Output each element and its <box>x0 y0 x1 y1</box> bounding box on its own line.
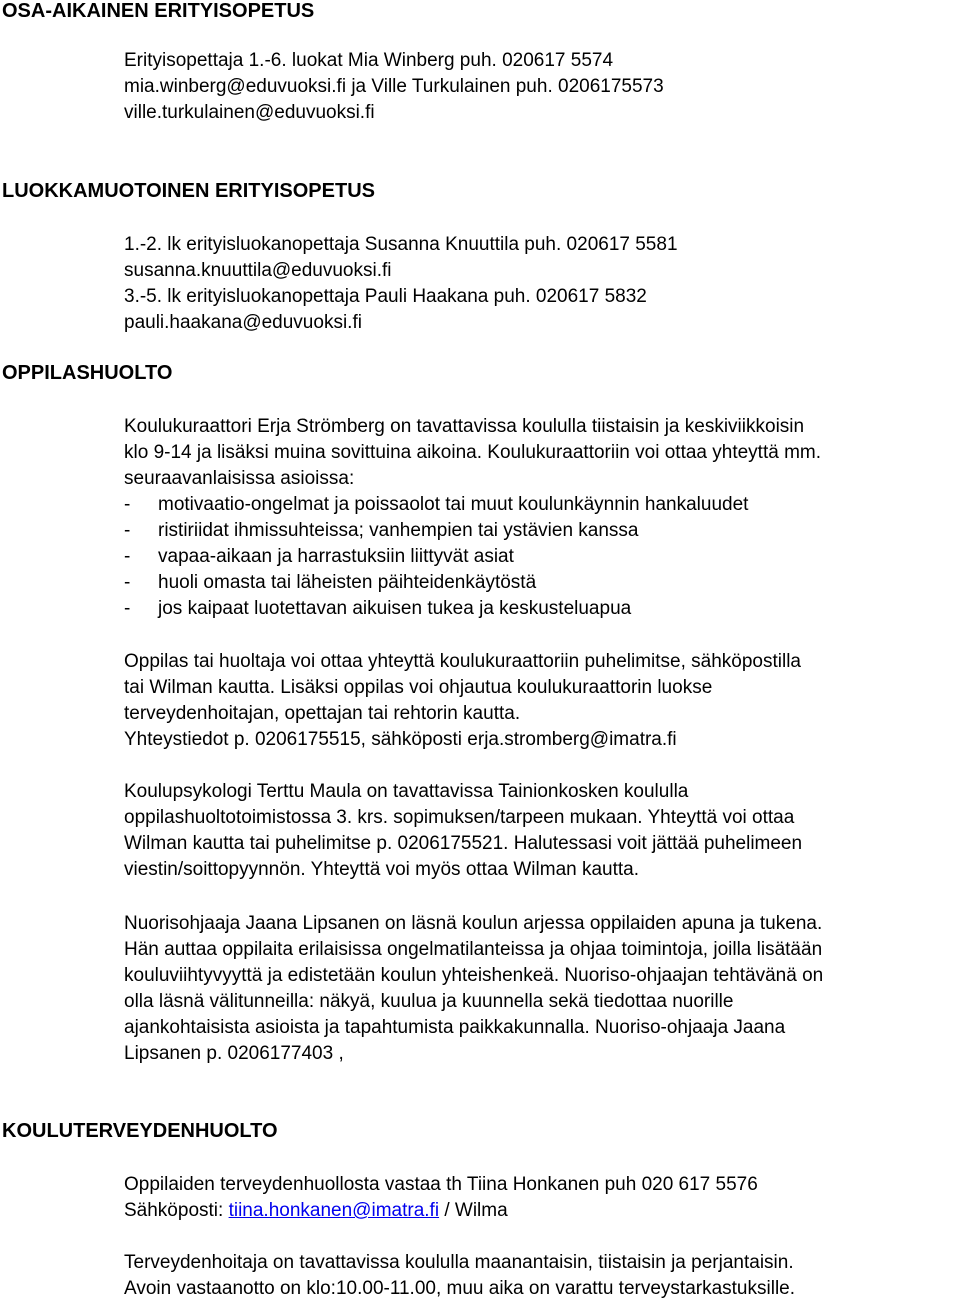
paragraph-line: Hän auttaa oppilaita erilaisissa ongelmatilanteissa ja ohjaa toimintoja, joilla lisätään <box>124 939 823 960</box>
list-item <box>124 596 960 622</box>
paragraph-line: tai Wilman kautta. Lisäksi oppilas voi ohjautua koulukuraattorin luokse <box>124 677 713 698</box>
dash-bullet: - <box>124 598 131 619</box>
email-label: Sähköposti: <box>124 1200 229 1221</box>
paragraph-line: seuraavanlaisissa asioissa: <box>124 468 355 489</box>
paragraph-line: Koulupsykologi Terttu Maula on tavattavissa Tainionkosken koululla <box>124 781 689 802</box>
vastaanotto-paragraph <box>124 1250 960 1302</box>
contact-line: 1.-2. lk erityisluokanopettaja Susanna Knuuttila puh. 020617 5581 <box>124 234 678 255</box>
paragraph-line: Yhteystiedot p. 0206175515, sähköposti erja.stromberg@imatra.fi <box>124 729 677 750</box>
list-item <box>124 518 960 544</box>
kuraattori-paragraph <box>124 414 960 622</box>
paragraph-line: ajankohtaisista asioista ja tapahtumista paikkakunnalla. Nuoriso-ohjaaja Jaana <box>124 1017 786 1038</box>
paragraph-line: Oppilas tai huoltaja voi ottaa yhteyttä koulukuraattoriin puhelimitse, sähköpostilla <box>124 651 801 672</box>
email-line <box>124 1198 960 1224</box>
list-item-text: jos kaipaat luotettavan aikuisen tukea ja keskusteluapua <box>158 598 632 619</box>
heading-luokkamuotoinen: LUOKKAMUOTOINEN ERITYISOPETUS <box>2 180 375 202</box>
paragraph-line: olla läsnä välitunneilla: näkyä, kuulua ja kuunnella sekä tiedottaa nuorille <box>124 991 734 1012</box>
paragraph-line: terveydenhoitajan, opettajan tai rehtorin kautta. <box>124 703 521 724</box>
heading-kouluterveydenhuolto: KOULUTERVEYDENHUOLTO <box>2 1120 278 1142</box>
list-item <box>124 570 960 596</box>
list-item <box>124 544 960 570</box>
paragraph-line: klo 9-14 ja lisäksi muina sovittuina aikoina. Koulukuraattoriin voi ottaa yhteyttä mm. <box>124 442 822 463</box>
contact-line: 3.-5. lk erityisluokanopettaja Pauli Haakana puh. 020617 5832 <box>124 286 647 307</box>
luokkamuotoinen-contacts <box>124 232 960 336</box>
list-item-text: huoli omasta tai läheisten päihteidenkäytöstä <box>158 572 537 593</box>
paragraph-line: Nuorisohjaaja Jaana Lipsanen on läsnä koulun arjessa oppilaiden apuna ja tukena. <box>124 913 823 934</box>
osa-aikainen-contacts <box>124 48 960 126</box>
contact-line: pauli.haakana@eduvuoksi.fi <box>124 312 362 333</box>
heading-oppilashuolto: OPPILASHUOLTO <box>2 362 173 384</box>
paragraph-line: Wilman kautta tai puhelimitse p. 0206175521. Halutessasi voit jättää puhelimeen <box>124 833 803 854</box>
nuoriso-paragraph <box>124 911 960 1067</box>
paragraph-line: kouluviihtyvyyttä ja edistetään koulun yhteishenkeä. Nuoriso-ohjaajan tehtävänä on <box>124 965 824 986</box>
paragraph-line: Oppilaiden terveydenhuollosta vastaa th Tiina Honkanen puh 020 617 5576 <box>124 1174 758 1195</box>
email-suffix: / Wilma <box>439 1200 508 1221</box>
dash-bullet: - <box>124 494 131 515</box>
dash-bullet: - <box>124 520 131 541</box>
list-item-text: vapaa-aikaan ja harrastuksiin liittyvät asiat <box>158 546 514 567</box>
paragraph-line: Terveydenhoitaja on tavattavissa koululla maanantaisin, tiistaisin ja perjantaisin. <box>124 1252 794 1273</box>
paragraph-line: Koulukuraattori Erja Strömberg on tavattavissa koululla tiistaisin ja keskiviikkoisin <box>124 416 805 437</box>
psykologi-paragraph <box>124 779 960 883</box>
list-item <box>124 492 960 518</box>
email-link[interactable]: tiina.honkanen@imatra.fi <box>228 1200 440 1221</box>
yhteys-paragraph <box>124 649 960 753</box>
list-item-text: ristiriidat ihmissuhteissa; vanhempien tai ystävien kanssa <box>158 520 639 541</box>
paragraph-line: viestin/soittopyynnön. Yhteyttä voi myös ottaa Wilman kautta. <box>124 859 640 880</box>
paragraph-line: Avoin vastaanotto on klo:10.00-11.00, muu aika on varattu terveystarkastuksille. <box>124 1278 796 1299</box>
contact-line: ville.turkulainen@eduvuoksi.fi <box>124 102 375 123</box>
list-item-text: motivaatio-ongelmat ja poissaolot tai muut koulunkäynnin hankaluudet <box>158 494 749 515</box>
paragraph-line: oppilashuoltotoimistossa 3. krs. sopimuksen/tarpeen mukaan. Yhteyttä voi ottaa <box>124 807 795 828</box>
dash-bullet: - <box>124 572 131 593</box>
dash-bullet: - <box>124 546 131 567</box>
contact-line: mia.winberg@eduvuoksi.fi ja Ville Turkulainen puh. 0206175573 <box>124 76 664 97</box>
heading-osa-aikainen: OSA-AIKAINEN ERITYISOPETUS <box>2 0 315 22</box>
contact-line: Erityisopettaja 1.-6. luokat Mia Winberg puh. 020617 5574 <box>124 50 614 71</box>
contact-line: susanna.knuuttila@eduvuoksi.fi <box>124 260 392 281</box>
terveydenhoitaja-contact <box>124 1172 960 1224</box>
paragraph-line: Lipsanen p. 0206177403 , <box>124 1043 344 1064</box>
